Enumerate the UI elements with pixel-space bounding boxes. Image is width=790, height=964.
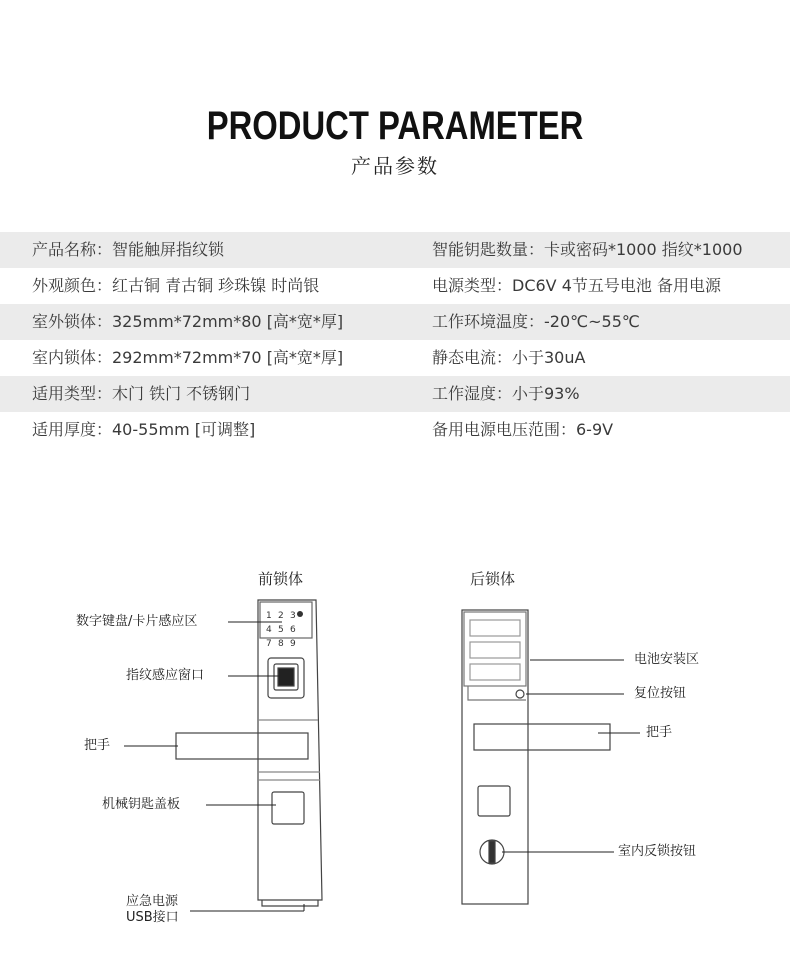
back-handle-label: 把手: [646, 725, 673, 740]
param-right: 电源类型：DC6V 4节五号电池 备用电源: [432, 276, 721, 295]
fingerprint-label: 指纹感应窗口: [126, 668, 205, 683]
param-left: 适用类型：木门 铁门 不锈钢门: [32, 384, 251, 403]
keypad-digit: 8: [278, 639, 284, 649]
keypad-digit: 9: [290, 639, 296, 649]
param-right: 备用电源电压范围：6-9V: [432, 420, 614, 439]
param-row: [0, 340, 790, 376]
param-left: 适用厚度：40-55mm [可调整]: [32, 420, 256, 439]
param-left: 室内锁体：292mm*72mm*70 [高*宽*厚]: [32, 348, 344, 367]
keypad-digit: 2: [278, 611, 284, 621]
param-right: 工作湿度：小于93%: [432, 384, 580, 403]
param-row: [0, 232, 790, 268]
param-right: 工作环境温度：-20℃~55℃: [432, 312, 640, 331]
back-lock-drawing: [462, 610, 610, 904]
keypad-power-icon: [297, 611, 303, 617]
back-lock-heading: 后锁体: [470, 570, 516, 588]
page-title-en: PRODUCT PARAMETER: [206, 104, 584, 148]
keypad-digit: 4: [266, 625, 272, 635]
keypad-label: 数字键盘/卡片感应区: [76, 614, 198, 629]
keypad-digit: 6: [290, 625, 296, 635]
param-row: [0, 376, 790, 412]
battery-label: 电池安装区: [634, 652, 700, 667]
usb-label-line2: USB接口: [126, 910, 179, 925]
front-lock-drawing: [176, 600, 322, 906]
param-left: 外观颜色：红古铜 青古铜 珍珠镍 时尚银: [32, 276, 320, 295]
lock-diagram: [0, 560, 790, 964]
param-row: [0, 268, 790, 304]
front-keypad-digits: [266, 611, 296, 649]
param-right: 静态电流：小于30uA: [432, 348, 586, 367]
param-right: 智能钥匙数量：卡或密码*1000 指纹*1000: [432, 240, 743, 259]
keypad-digit: 7: [266, 639, 272, 649]
keypad-digit: 5: [278, 625, 284, 635]
page-title-zh: 产品参数: [351, 154, 439, 178]
keypad-digit: 3: [290, 611, 296, 621]
key-cover-label: 机械钥匙盖板: [102, 797, 181, 812]
front-handle-label: 把手: [84, 738, 111, 753]
reset-label: 复位按钮: [634, 686, 687, 701]
leader-lines: [124, 622, 640, 911]
keypad-digit: 1: [266, 611, 272, 621]
param-left: 产品名称：智能触屏指纹锁: [32, 240, 225, 259]
front-lock-heading: 前锁体: [258, 570, 304, 588]
parameter-table: [0, 232, 790, 448]
usb-label-line1: 应急电源: [126, 894, 179, 909]
param-row: [0, 304, 790, 340]
inner-lock-label: 室内反锁按钮: [618, 844, 697, 859]
param-left: 室外锁体：325mm*72mm*80 [高*宽*厚]: [32, 312, 344, 331]
param-row: [0, 412, 790, 448]
